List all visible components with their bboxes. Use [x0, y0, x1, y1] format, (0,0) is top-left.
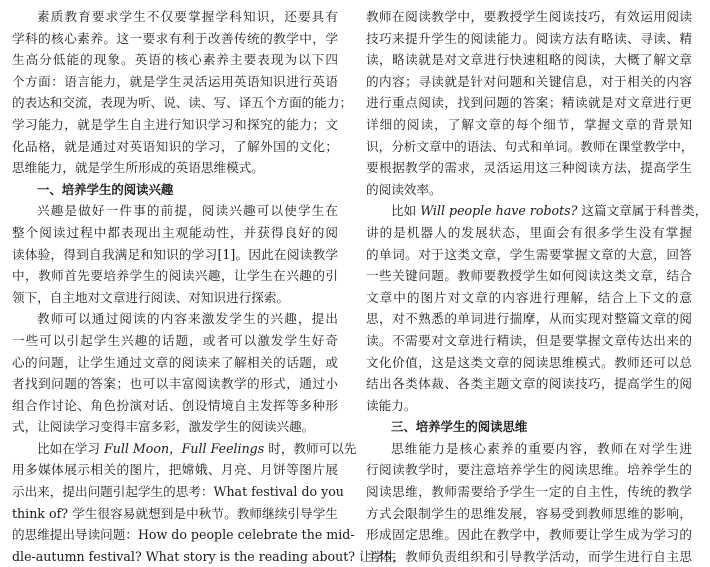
text-run: 比如在学习	[37, 440, 104, 456]
text-line: 教师可以通过阅读的内容来激发学生的兴趣，提出	[37, 311, 338, 327]
thinking-paragraph	[366, 438, 692, 567]
text-line: 示出来，提出问题引起学生的思考：What festival do you	[12, 484, 344, 500]
text-line: 生高分低能的现象。英语的核心素养主要表现为以下四	[12, 52, 338, 68]
text-line: 式，让阅读学习变得丰富多彩，激发学生的阅读兴趣。	[12, 419, 315, 435]
text-line: 读，略读就是对文章进行快速粗略的阅读，大概了解文章	[366, 52, 692, 68]
text-line: 学科的核心素养。这一要求有利于改善传统的教学中，学	[12, 30, 338, 46]
right-column	[366, 6, 708, 567]
text-line: 要根据教学的需求，灵活运用这三种阅读方法，提高学生	[366, 160, 692, 176]
text-line: dle-autumn festival? What story is the reading about? 让学生	[12, 548, 397, 564]
text-line: 阅读思维，教师需要给予学生一定的自主性，传统的教学	[366, 484, 692, 500]
text-line: 识，分析文章中的语法、句式和单词。教师在课堂教学中，	[366, 138, 694, 154]
text-line: 的阅读效率。	[366, 181, 442, 197]
text-line: 的表达和交流，表现为听、说、读、写、译五个方面的能力；	[12, 95, 353, 111]
section-heading-1: 一、培养学生的阅读兴趣	[37, 181, 174, 197]
text-line: 思维能力，就是学生所形成的英语思维模式。	[12, 160, 264, 176]
text-line: 行阅读教学时，要注意培养学生的阅读思维。培养学生的	[366, 462, 692, 478]
text-line: 文化价值，这是这类文章的阅读思维模式。教师还可以总	[366, 354, 692, 370]
text-line: 学习能力，就是学生自主进行知识学习和探究的能力；文	[12, 116, 338, 132]
text-line: 者找到问题的答案；也可以丰富阅读教学的形式，通过小	[12, 376, 338, 392]
text-line: 整个阅读过程中都表现出主观能动性，并获得良好的阅	[12, 224, 338, 240]
text-line: 形成固定思维。因此在教学中，教师要让学生成为学习的	[366, 527, 692, 543]
text-line	[12, 438, 357, 460]
text-line: 的思维提出导读问题：How do people celebrate the mid-	[12, 527, 355, 543]
text-line: 的单词。对于这类文章，学生需要掌握文章的大意，回答	[366, 246, 692, 262]
text-line: think of? 学生很容易就想到是中秋节。教师继续引导学生	[12, 505, 338, 521]
text-line: 教师在阅读教学中，要教授学生阅读技巧，有效运用阅读	[366, 9, 692, 24]
text-line: 技巧来提升学生的阅读能力。阅读方法有略读、寻读、精	[366, 30, 692, 46]
text-line: 文章中的图片对文章的内容进行理解，结合上下文的意	[366, 289, 692, 305]
text-line: 进行重点阅读，找到问题的答案；精读就是对文章进行更	[366, 95, 692, 111]
text-run: 这篇文章属于科普类，	[577, 203, 708, 219]
text-line	[366, 200, 708, 222]
text-line: 的内容；寻读就是针对问题和关键信息，对于相关的内容	[366, 73, 692, 89]
text-run: 时，教师可以先	[264, 440, 357, 456]
text-line: 读能力。	[366, 397, 417, 413]
text-line: 中，教师首先要培养学生的阅读兴趣，让学生在兴趣的引	[12, 268, 338, 284]
text-line: 兴趣是做好一件事的前提，阅读兴趣可以使学生在	[37, 203, 338, 219]
text-line: 一些可以引起学生兴趣的话题，或者可以激发学生好奇	[12, 332, 338, 348]
text-line: 结出各类体裁、各类主题文章的阅读技巧，提高学生的阅	[366, 376, 692, 392]
text-line: 素质教育要求学生不仅要掌握学科知识，还要具有	[37, 9, 338, 24]
text-line: 心的问题，让学生通过文章的阅读来了解相关的话题，或	[12, 354, 338, 370]
text-line: 个方面：语言能力，就是学生灵活运用英语知识进行英语	[12, 73, 338, 89]
reading-skills-paragraph	[366, 6, 692, 200]
text-line: 讲的是机器人的发展状态，里面会有很多学生没有掌握	[366, 224, 692, 240]
interest-paragraph	[12, 200, 338, 308]
text-line: 领下，自主地对文章进行阅读、对知识进行探索。	[12, 289, 290, 305]
intro-paragraph	[12, 6, 353, 179]
text-line: 思维能力是核心素养的重要内容，教师在对学生进	[391, 440, 692, 456]
section-heading-3: 三、培养学生的阅读思维	[391, 419, 528, 435]
text-line: 用多媒体展示相关的图片，把嫦娥、月亮、月饼等图片展	[12, 462, 338, 478]
text-line: 主体，教师负责组织和引导教学活动，而学生进行自主思	[366, 548, 692, 564]
text-line: 详细的阅读，了解文章的每个细节，掌握文章的背景知	[366, 116, 692, 132]
lesson-title: Will people have robots?	[420, 203, 578, 219]
text-line: 组合作讨论、角色扮演对话、创设情境自主发挥等多种形	[12, 397, 338, 413]
lesson-title: Full Moon，Full Feelings	[103, 440, 265, 456]
text-line: 读。不需要对文章进行精读，但是要掌握文章传达出来的	[366, 332, 692, 348]
text-line: 一些关键问题。教师要教授学生如何阅读这类文章，结合	[366, 268, 692, 284]
text-line: 读体验，得到自我满足和知识的学习[1]。因此在阅读教学	[12, 246, 338, 262]
robots-example-paragraph	[366, 200, 708, 416]
text-run: 比如	[391, 203, 421, 219]
text-line: 方式会限制学生的思维发展，容易受到教师思维的影响，	[366, 505, 692, 521]
method-paragraph	[12, 308, 338, 438]
example-paragraph	[12, 438, 397, 567]
text-line: 思，对不熟悉的单词进行揣摩，从而实现对整篇文章的阅	[366, 311, 692, 327]
text-line: 化品格，就是通过对英语知识的学习，了解外国的文化；	[12, 138, 338, 154]
